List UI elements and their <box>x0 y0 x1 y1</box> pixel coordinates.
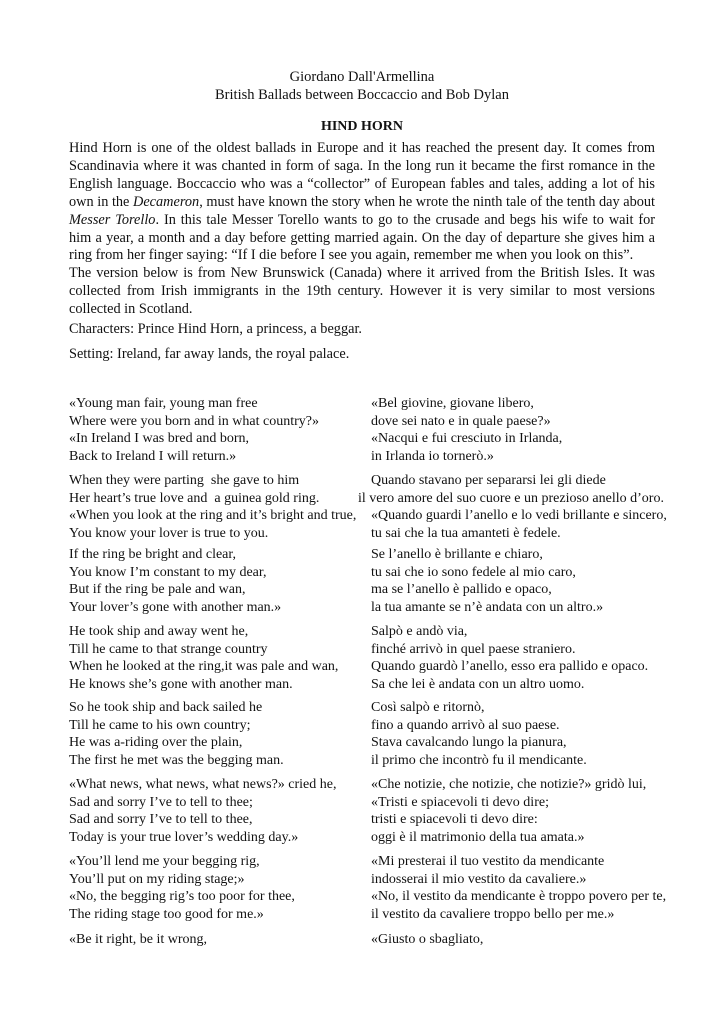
verse-line: Your lover’s gone with another man.» <box>69 599 282 615</box>
verse-line: Così salpò e ritornò, <box>371 700 485 715</box>
verse-line: dove sei nato e in quale paese?» <box>371 413 551 429</box>
verse-line: Sa che lei è andata con un altro uomo. <box>371 676 585 692</box>
stanza-8-italian <box>371 931 483 949</box>
book-title: British Ballads between Boccaccio and Bob Dylan <box>215 87 509 103</box>
intro-p1-part-a: Hind Horn is one of the oldest ballads in Europe and it has reached the present day. It comes from Scandinavia where it was chanted in form of saga. In the long run it became the first romance in the English language. Boccaccio who was a “collector” of European fables and tales, adding a lot of his own in the <box>69 140 655 210</box>
stanza-2-english <box>69 472 356 542</box>
stanza-7-italian <box>371 853 666 923</box>
verse-line: tu sai che la tua amanteti è fedele. <box>371 525 561 541</box>
verse-line: The riding stage too good for me.» <box>69 906 264 922</box>
verse-line: So he took ship and back sailed he <box>69 700 263 715</box>
verse-line: When they were parting she gave to him <box>69 473 300 488</box>
verse-line: oggi è il matrimonio della tua amata.» <box>371 829 585 845</box>
verse-line: «Bel giovine, giovane libero, <box>371 396 534 411</box>
stanza-7-english <box>69 853 295 923</box>
verse-line: «Giusto o sbagliato, <box>371 932 484 947</box>
verse-line: Sad and sorry I’ve to tell to thee, <box>69 812 253 828</box>
verse-line: The first he met was the begging man. <box>69 752 284 768</box>
verse-line: «Quando guardi l’anello e lo vedi brillante e sincero, <box>371 508 667 524</box>
stanza-4-italian <box>371 623 648 693</box>
stanza-2-italian <box>358 472 667 542</box>
verse-line: If the ring be bright and clear, <box>69 547 236 562</box>
author-name: Giordano Dall'Armellina <box>289 69 435 85</box>
verse-line: «Che notizie, che notizie, che notizie?» gridò lui, <box>371 777 647 792</box>
verse-line: Quando guardò l’anello, esso era pallido e opaco. <box>371 659 649 675</box>
verse-line: il vestito da cavaliere troppo bello per me.» <box>371 906 615 922</box>
intro-p1-part-b: , must have known the story when he wrote the ninth tale of the tenth day about <box>199 193 656 210</box>
ballad-title: HIND HORN <box>320 119 404 134</box>
verse-line: But if the ring be pale and wan, <box>69 582 246 598</box>
verse-line: «No, il vestito da mendicante è troppo povero per te, <box>371 889 667 905</box>
verse-line: Her heart’s true love and a guinea gold ring. <box>69 490 320 506</box>
verse-line: «Tristi e spiacevoli ti devo dire; <box>371 794 549 810</box>
verse-line: fino a quando arrivò al suo paese. <box>371 717 560 733</box>
intro-paragraph-2: The version below is from New Brunswick (Canada) where it arrived from the British Isles. It was collected from Irish immigrants in the 19th century. However it is very similar to most versions collected in Scotland. <box>69 265 655 318</box>
verse-line: il vero amore del suo cuore e un prezioso anello d’oro. <box>358 490 664 506</box>
intro-p1-part-c: . In this tale Messer Torello wants to go to the crusade and begs his wife to wait for him a year, a month and a day before getting married again. On the day of departure she gives him a ring from her finger saying: “If I die before I see you again, remember me when you look on this”. <box>69 211 656 264</box>
verse-line: When he looked at the ring,it was pale and wan, <box>69 659 339 675</box>
verse-line: Stava cavalcando lungo la pianura, <box>371 735 567 751</box>
decameron-title: Decameron <box>133 193 200 210</box>
verse-line: «Mi presterai il tuo vestito da mendicante <box>371 854 605 869</box>
verse-line: Till he came to that strange country <box>69 641 268 657</box>
stanza-4-english <box>69 623 338 693</box>
stanza-1-italian <box>371 395 562 465</box>
stanza-5-italian <box>371 699 587 769</box>
verse-line: ma se l’anello è pallido e opaco, <box>371 582 552 598</box>
stanza-1-english <box>69 395 319 465</box>
verse-line: «When you look at the ring and it’s bright and true, <box>69 508 357 524</box>
verse-line: Where were you born and in what country?» <box>69 413 319 429</box>
stanza-8-english <box>69 931 207 949</box>
verse-line: Quando stavano per separarsi lei gli diede <box>371 473 606 488</box>
verse-line: He was a-riding over the plain, <box>69 735 243 751</box>
verse-line: Sad and sorry I’ve to tell to thee; <box>69 794 253 810</box>
verse-line: indosserai il mio vestito da cavaliere.» <box>371 871 587 887</box>
verse-line: tu sai che io sono fedele al mio caro, <box>371 564 576 580</box>
verse-line: He took ship and away went he, <box>69 624 249 639</box>
verse-line: «No, the begging rig’s too poor for thee, <box>69 889 295 905</box>
verse-line: il primo che incontrò fu il mendicante. <box>371 752 587 768</box>
stanza-3-italian <box>371 546 603 616</box>
verse-line: You know your lover is true to you. <box>69 525 269 541</box>
intro-paragraph-1 <box>69 140 655 265</box>
verse-line: la tua amante se n’è andata con un altro.» <box>371 599 604 615</box>
verse-line: «In Ireland I was bred and born, <box>69 431 249 447</box>
verse-line: Today is your true lover’s wedding day.» <box>69 829 299 845</box>
verse-line: «Be it right, be it wrong, <box>69 932 208 947</box>
setting-line: Setting: Ireland, far away lands, the royal palace. <box>69 346 350 362</box>
verse-line: Se l’anello è brillante e chiaro, <box>371 547 543 562</box>
intro-text <box>69 140 655 319</box>
verse-line: You know I’m constant to my dear, <box>69 564 267 580</box>
stanza-6-italian <box>371 776 646 846</box>
stanza-3-english <box>69 546 281 616</box>
torello-title: Messer Torello <box>69 211 156 228</box>
verse-line: in Irlanda io tornerò.» <box>371 448 494 464</box>
verse-line: «What news, what news, what news?» cried he, <box>69 777 337 792</box>
verse-line: Salpò e andò via, <box>371 624 468 639</box>
verse-line: «You’ll lend me your begging rig, <box>69 854 260 869</box>
stanza-5-english <box>69 699 284 769</box>
verse-line: Till he came to his own country; <box>69 717 251 733</box>
characters-line: Characters: Prince Hind Horn, a princess, a beggar. <box>69 321 362 337</box>
verse-line: tristi e spiacevoli ti devo dire: <box>371 812 538 828</box>
verse-line: You’ll put on my riding stage;» <box>69 871 245 887</box>
verse-line: «Young man fair, young man free <box>69 396 258 411</box>
verse-line: Back to Ireland I will return.» <box>69 448 237 464</box>
verse-line: He knows she’s gone with another man. <box>69 676 293 692</box>
verse-line: «Nacqui e fui cresciuto in Irlanda, <box>371 431 563 447</box>
stanza-6-english <box>69 776 336 846</box>
verse-line: finché arrivò in quel paese straniero. <box>371 641 576 657</box>
